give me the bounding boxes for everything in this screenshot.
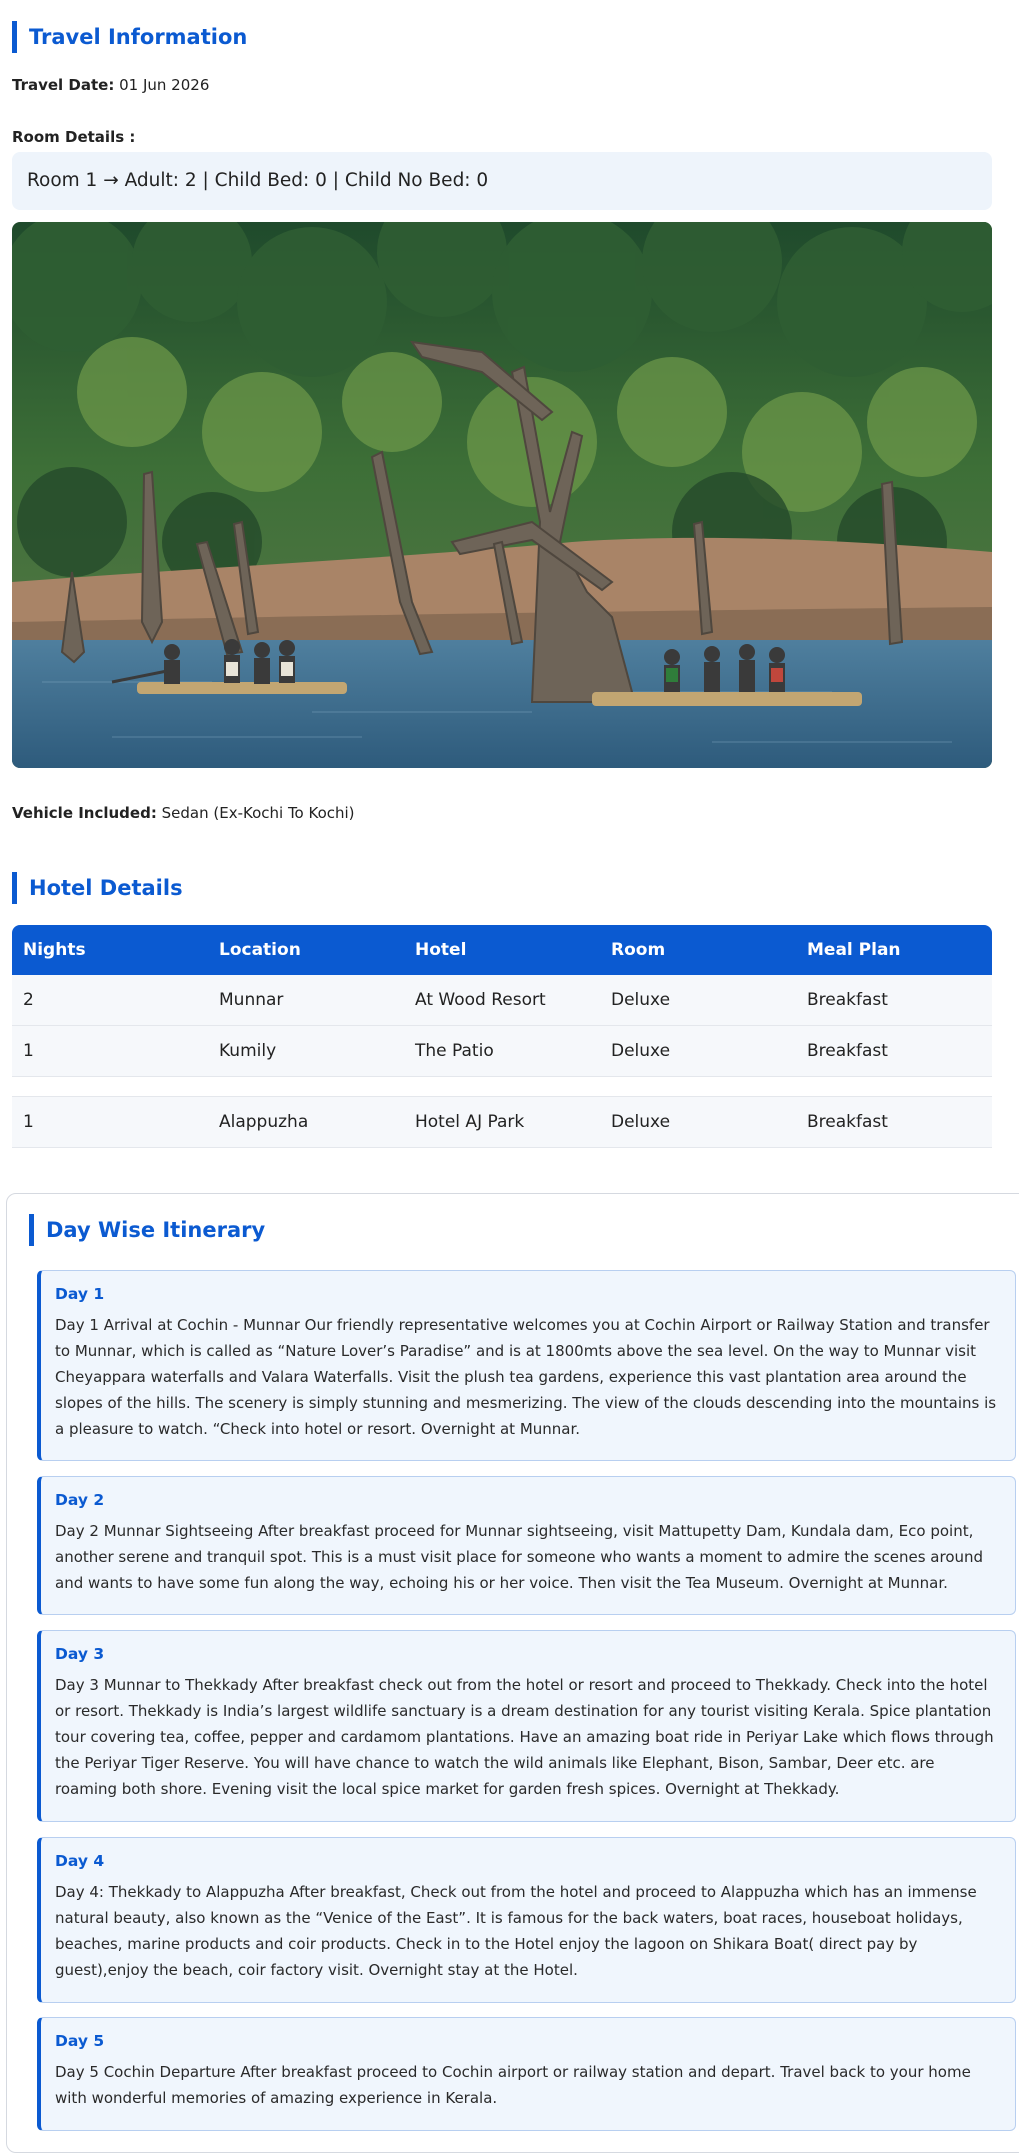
header-meal-plan: Meal Plan xyxy=(807,940,901,960)
day-box-1 xyxy=(37,1270,1016,1461)
day-text: Day 5 Cochin Departure After breakfast proceed to Cochin airport or railway station and depart. Travel back to your home with wonderful memories of amazing experience in Kerala. xyxy=(55,2063,971,2107)
travel-date-value: 01 Jun 2026 xyxy=(119,76,210,94)
hotel-table xyxy=(12,925,992,1148)
day-title: Day 4 xyxy=(55,1852,105,1870)
header-room: Room xyxy=(611,940,666,960)
travel-date-line xyxy=(12,76,209,94)
day-title: Day 5 xyxy=(55,2032,105,2050)
cell-nights: 1 xyxy=(23,1112,34,1132)
cell-room: Deluxe xyxy=(611,990,671,1010)
vehicle-line xyxy=(12,804,355,822)
cell-hotel: The Patio xyxy=(415,1041,494,1061)
travel-info-title: Travel Information xyxy=(12,21,247,53)
day-title: Day 2 xyxy=(55,1491,105,1509)
day-title: Day 1 xyxy=(55,1285,105,1303)
itinerary-title: Day Wise Itinerary xyxy=(29,1214,265,1246)
cell-nights: 2 xyxy=(23,990,34,1010)
itinerary-card xyxy=(6,1193,1019,2153)
table-spacer xyxy=(12,1077,992,1097)
day-box-2 xyxy=(37,1476,1016,1615)
day-box-5 xyxy=(37,2017,1016,2131)
travel-date-label: Travel Date: xyxy=(12,76,115,94)
hotel-table-header xyxy=(12,925,992,975)
table-row xyxy=(12,1026,992,1077)
room-details-label: Room Details : xyxy=(12,128,136,146)
table-row xyxy=(12,1097,992,1148)
cell-hotel: At Wood Resort xyxy=(415,990,546,1010)
table-row xyxy=(12,975,992,1026)
cell-room: Deluxe xyxy=(611,1041,671,1061)
cell-hotel: Hotel AJ Park xyxy=(415,1112,525,1132)
day-text: Day 3 Munnar to Thekkady After breakfast check out from the hotel or resort and proceed to Thekkady. Check into the hotel or resort. Thekkady is India’s largest wildlife sanctuary is a dream destination for any tourist visiting Kerala. Spice plantation tour covering tea, coffee, pepper and cardamom plantations. Have an amazing boat ride in Periyar Lake which flows through the Periyar Tiger Reserve. You will have chance to watch the wild animals like Elephant, Bison, Sambar, Deer etc. are roaming both shore. Evening visit the local spice market for garden fresh spices. Overnight at Thekkady. xyxy=(55,1676,994,1798)
day-box-4 xyxy=(37,1837,1016,2003)
header-location: Location xyxy=(219,940,301,960)
cell-nights: 1 xyxy=(23,1041,34,1061)
header-nights: Nights xyxy=(23,940,86,960)
day-title: Day 3 xyxy=(55,1645,105,1663)
day-text: Day 2 Munnar Sightseeing After breakfast proceed for Munnar sightseeing, visit Mattupetty Dam, Kundala dam, Eco point, another serene and tranquil spot. This is a must visit place for someone who wants a moment to admire the scenes around and wants to have some fun along the way, echoing his or her voice. Then visit the Tea Museum. Overnight at Munnar. xyxy=(55,1522,984,1592)
destination-photo xyxy=(12,222,992,768)
cell-location: Alappuzha xyxy=(219,1112,309,1132)
day-text: Day 1 Arrival at Cochin - Munnar Our friendly representative welcomes you at Cochin Airport or Railway Station and transfer to Munnar, which is called as “Nature Lover’s Paradise” and is at 1800mts above the sea level. On the way to Munnar visit Cheyappara waterfalls and Valara Waterfalls. Visit the plush tea gardens, experience this vast plantation area around the slopes of the hills. The scenery is simply stunning and mesmerizing. The view of the clouds descending into the mountains is a pleasure to watch. “Check into hotel or resort. Overnight at Munnar. xyxy=(55,1316,997,1438)
room-details-box: Room 1 → Adult: 2 | Child Bed: 0 | Child No Bed: 0 xyxy=(12,152,992,210)
day-box-3 xyxy=(37,1630,1016,1822)
header-hotel: Hotel xyxy=(415,940,467,960)
day-text: Day 4: Thekkady to Alappuzha After breakfast, Check out from the hotel and proceed to Alappuzha which has an immense natural beauty, also known as the “Venice of the East”. It is famous for the back waters, boat races, houseboat holidays, beaches, marine products and coir products. Check in to the Hotel enjoy the lagoon on Shikara Boat( direct pay by guest),enjoy the beach, coir factory visit. Overnight stay at the Hotel. xyxy=(55,1883,977,1979)
cell-location: Kumily xyxy=(219,1041,277,1061)
cell-location: Munnar xyxy=(219,990,284,1010)
vehicle-value: Sedan (Ex-Kochi To Kochi) xyxy=(161,804,355,822)
cell-meal-plan: Breakfast xyxy=(807,990,888,1010)
cell-room: Deluxe xyxy=(611,1112,671,1132)
vehicle-label: Vehicle Included: xyxy=(12,804,157,822)
cell-meal-plan: Breakfast xyxy=(807,1112,888,1132)
hotel-details-title: Hotel Details xyxy=(12,872,183,904)
cell-meal-plan: Breakfast xyxy=(807,1041,888,1061)
